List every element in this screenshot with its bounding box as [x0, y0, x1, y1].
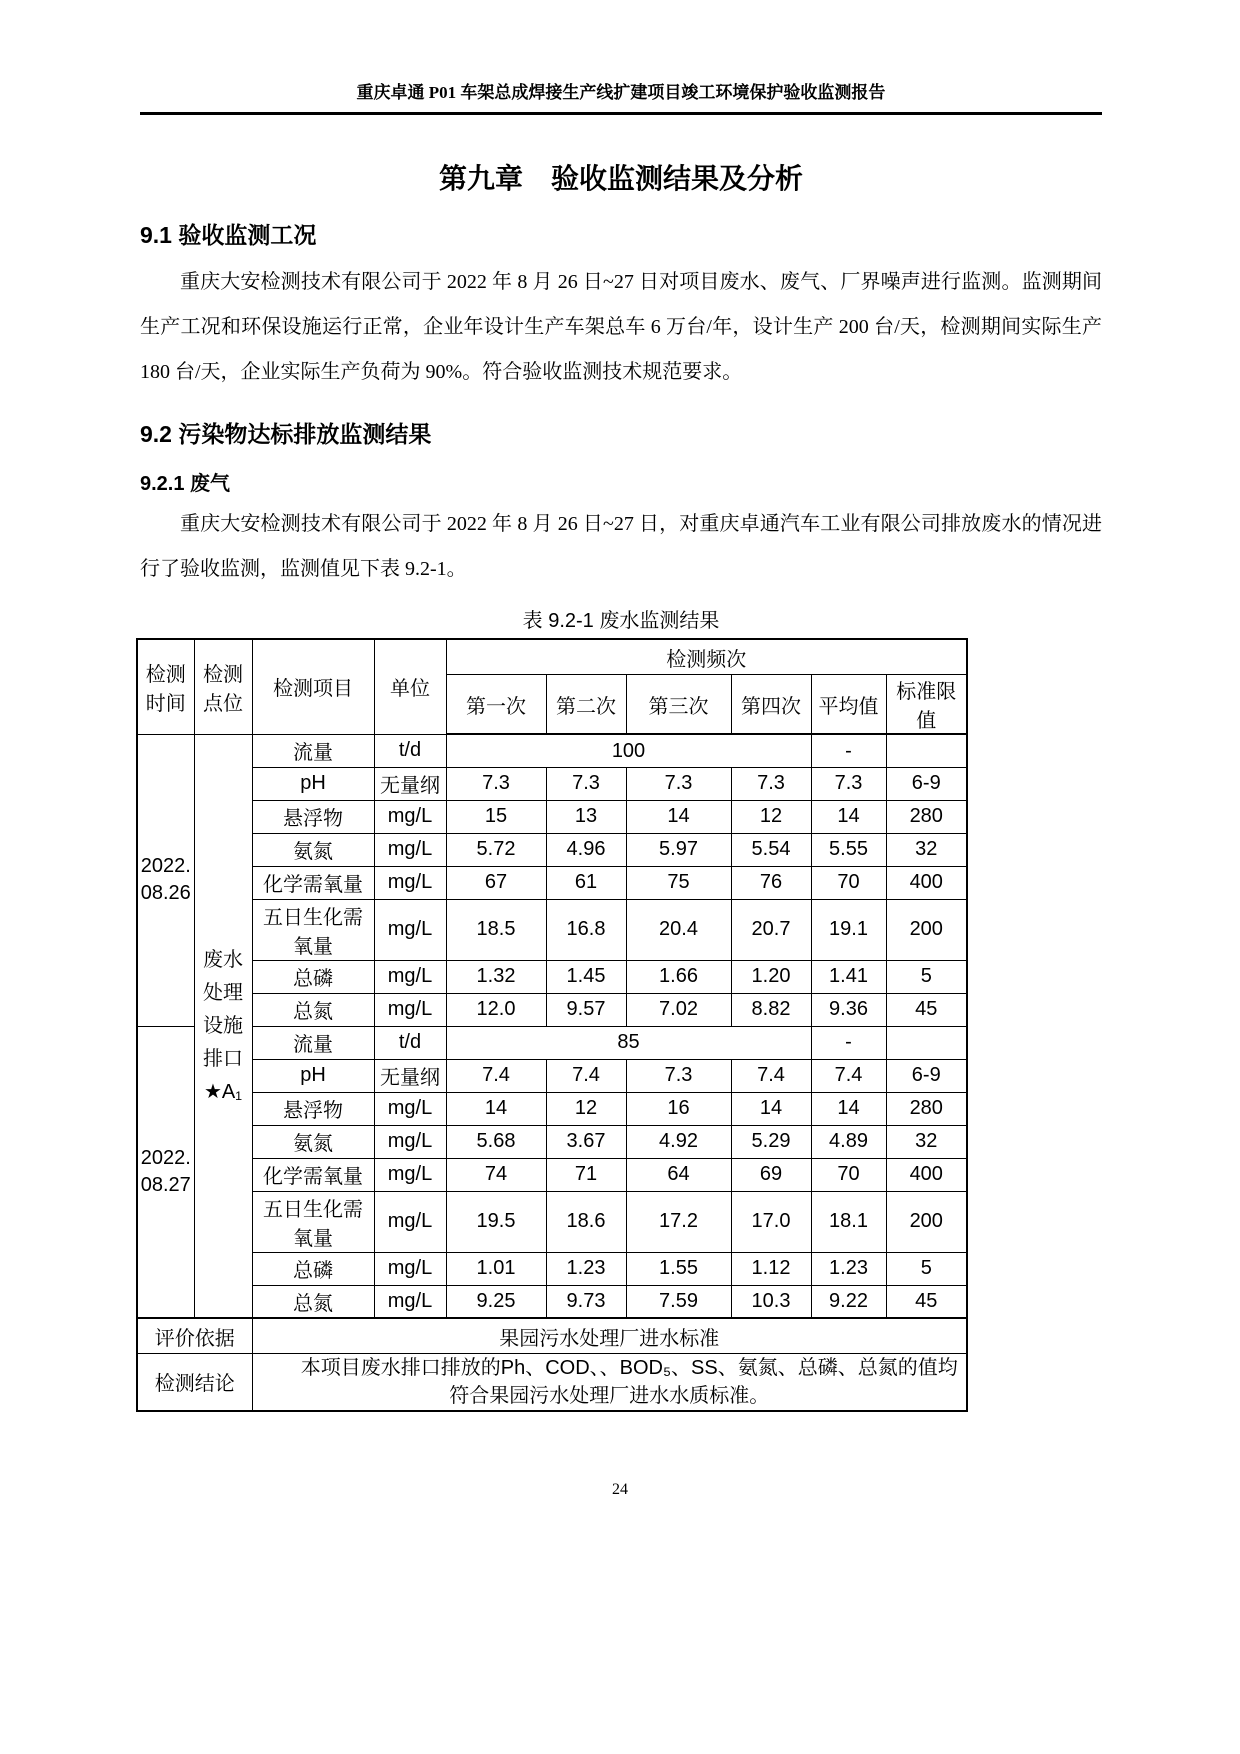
- evaluation-value: 果园污水处理厂进水标准: [252, 1318, 967, 1353]
- header-cell-run-3: 第三次: [626, 675, 731, 735]
- date-line-1: 2022.: [140, 1147, 191, 1170]
- value-cell: 9.25: [446, 1285, 546, 1318]
- value-cell: 14: [446, 1092, 546, 1125]
- param-cell: 五日生化需氧量: [252, 1191, 374, 1252]
- value-cell: 9.36: [811, 993, 886, 1026]
- value-cell: 67: [446, 866, 546, 899]
- param-cell: 悬浮物: [252, 800, 374, 833]
- value-cell: 7.3: [546, 767, 626, 800]
- limit-cell: 6-9: [886, 767, 967, 800]
- value-cell: 1.12: [731, 1252, 811, 1285]
- header-cell-average: 平均值: [811, 675, 886, 735]
- date-line-2: 08.26: [140, 882, 191, 905]
- header-cell-limit: 标准限值: [886, 675, 967, 735]
- unit-cell: t/d: [374, 734, 446, 767]
- param-cell: 总氮: [252, 1285, 374, 1318]
- header-cell-run-1: 第一次: [446, 675, 546, 735]
- value-cell: 16: [626, 1092, 731, 1125]
- unit-cell: mg/L: [374, 800, 446, 833]
- param-cell: pH: [252, 767, 374, 800]
- value-cell: 14: [731, 1092, 811, 1125]
- value-cell: 15: [446, 800, 546, 833]
- section-heading-9-2: 9.2 污染物达标排放监测结果: [140, 420, 432, 447]
- header-cell-frequency: 检测频次: [446, 639, 967, 675]
- value-cell: 4.89: [811, 1125, 886, 1158]
- value-cell: 14: [811, 800, 886, 833]
- header-cell-item: 检测项目: [252, 639, 374, 735]
- value-cell: 1.41: [811, 960, 886, 993]
- value-cell: 14: [626, 800, 731, 833]
- value-cell: 71: [546, 1158, 626, 1191]
- unit-cell: 无量纲: [374, 1059, 446, 1092]
- unit-cell: mg/L: [374, 899, 446, 960]
- table-row: [137, 833, 967, 866]
- limit-cell: -: [811, 734, 886, 767]
- value-cell: 7.3: [446, 767, 546, 800]
- value-cell: 14: [811, 1092, 886, 1125]
- table-row-flow-day1: [137, 734, 967, 767]
- value-cell: 17.2: [626, 1191, 731, 1252]
- date-line-1: 2022.: [140, 855, 191, 878]
- paragraph-9-2-1: 重庆大安检测技术有限公司于 2022 年 8 月 26 日~27 日，对重庆卓通汽车工业有限公司排放废水的情况进行了验收监测，监测值见下表 9.2-1。: [140, 512, 1102, 580]
- value-cell: 12: [731, 800, 811, 833]
- date-cell-day2: [137, 1026, 194, 1318]
- unit-cell: t/d: [374, 1026, 446, 1059]
- limit-cell: 400: [886, 1158, 967, 1191]
- value-cell: 1.23: [811, 1252, 886, 1285]
- point-value: 废水处理设施排口★A₁: [203, 948, 243, 1103]
- value-cell: 9.73: [546, 1285, 626, 1318]
- header-cell-run-2: 第二次: [546, 675, 626, 735]
- limit-cell: 280: [886, 1092, 967, 1125]
- page-number: 24: [612, 1481, 628, 1498]
- date-cell-day1: [137, 734, 194, 1026]
- unit-cell: mg/L: [374, 866, 446, 899]
- param-cell: pH: [252, 1059, 374, 1092]
- unit-cell: mg/L: [374, 1285, 446, 1318]
- value-cell: 1.66: [626, 960, 731, 993]
- header-cell-time: 检测时间: [137, 639, 194, 735]
- value-cell: 70: [811, 1158, 886, 1191]
- chapter-title: 第九章 验收监测结果及分析: [438, 163, 803, 194]
- conclusion-value: 本项目废水排口排放的Ph、COD、、BOD₅、SS、氨氮、总磷、总氮的值均符合果园污水处理厂进水水质标准。: [252, 1353, 967, 1411]
- param-cell: 总磷: [252, 1252, 374, 1285]
- param-cell: 总磷: [252, 960, 374, 993]
- value-cell: 100: [446, 734, 811, 767]
- limit-cell: 6-9: [886, 1059, 967, 1092]
- header-cell-run-4: 第四次: [731, 675, 811, 735]
- value-cell: 5.72: [446, 833, 546, 866]
- value-cell: 1.32: [446, 960, 546, 993]
- table-row: [137, 1191, 967, 1252]
- limit-cell: 5: [886, 1252, 967, 1285]
- param-cell: 氨氮: [252, 1125, 374, 1158]
- wastewater-monitoring-table: [136, 638, 968, 1412]
- value-cell: 74: [446, 1158, 546, 1191]
- table-row: [137, 866, 967, 899]
- unit-cell: mg/L: [374, 1125, 446, 1158]
- value-cell: 7.4: [731, 1059, 811, 1092]
- param-cell: 化学需氧量: [252, 866, 374, 899]
- param-cell: 五日生化需氧量: [252, 899, 374, 960]
- value-cell: 7.3: [731, 767, 811, 800]
- value-cell: 16.8: [546, 899, 626, 960]
- value-cell: 5.54: [731, 833, 811, 866]
- table-row: [137, 1252, 967, 1285]
- value-cell: 7.59: [626, 1285, 731, 1318]
- unit-cell: mg/L: [374, 960, 446, 993]
- value-cell: 20.4: [626, 899, 731, 960]
- table-header-row-1: [137, 639, 967, 675]
- limit-cell: 280: [886, 800, 967, 833]
- value-cell: 5.29: [731, 1125, 811, 1158]
- value-cell: 17.0: [731, 1191, 811, 1252]
- limit-cell: 32: [886, 1125, 967, 1158]
- param-cell: 化学需氧量: [252, 1158, 374, 1191]
- point-cell: [194, 734, 252, 1318]
- value-cell: 70: [811, 866, 886, 899]
- header-cell-unit: 单位: [374, 639, 446, 735]
- date-line-2: 08.27: [140, 1174, 191, 1197]
- unit-cell: mg/L: [374, 1191, 446, 1252]
- param-cell: 氨氮: [252, 833, 374, 866]
- value-cell: 75: [626, 866, 731, 899]
- limit-cell: 32: [886, 833, 967, 866]
- value-cell: 4.92: [626, 1125, 731, 1158]
- value-cell: 8.82: [731, 993, 811, 1026]
- value-cell: 7.4: [546, 1059, 626, 1092]
- table-row: [137, 993, 967, 1026]
- conclusion-label: 检测结论: [137, 1353, 252, 1411]
- table-row: [137, 899, 967, 960]
- value-cell: 7.3: [811, 767, 886, 800]
- value-cell: 20.7: [731, 899, 811, 960]
- section-heading-9-1: 9.1 验收监测工况: [140, 222, 317, 248]
- value-cell: 4.96: [546, 833, 626, 866]
- value-cell: 12.0: [446, 993, 546, 1026]
- unit-cell: 无量纲: [374, 767, 446, 800]
- param-cell: 流量: [252, 1026, 374, 1059]
- value-cell: 64: [626, 1158, 731, 1191]
- table-row: [137, 767, 967, 800]
- param-cell: 总氮: [252, 993, 374, 1026]
- value-cell: 7.4: [811, 1059, 886, 1092]
- value-cell: 5.55: [811, 833, 886, 866]
- value-cell: 1.55: [626, 1252, 731, 1285]
- value-cell: 1.20: [731, 960, 811, 993]
- unit-cell: mg/L: [374, 1252, 446, 1285]
- value-cell: 1.23: [546, 1252, 626, 1285]
- value-cell: 69: [731, 1158, 811, 1191]
- unit-cell: mg/L: [374, 993, 446, 1026]
- conclusion-row: [137, 1353, 967, 1411]
- limit-cell: 45: [886, 1285, 967, 1318]
- table-row: [137, 1158, 967, 1191]
- value-cell: 18.5: [446, 899, 546, 960]
- value-cell: 5.68: [446, 1125, 546, 1158]
- value-cell: 18.6: [546, 1191, 626, 1252]
- paragraph-9-1: 重庆大安检测技术有限公司于 2022 年 8 月 26 日~27 日对项目废水、废气、厂界噪声进行监测。监测期间生产工况和环保设施运行正常，企业年设计生产车架总车 6 万台/年，设计生产 200 台/天，检测期间实际生产 180 台/天，企业实际生产负荷为 90%。符合验收监测技术规范要求。: [140, 271, 1102, 384]
- value-cell: 85: [446, 1026, 811, 1059]
- limit-cell: 200: [886, 1191, 967, 1252]
- value-cell: 7.3: [626, 767, 731, 800]
- value-cell: 19.1: [811, 899, 886, 960]
- table-row: [137, 1125, 967, 1158]
- limit-cell: 400: [886, 866, 967, 899]
- limit-cell: 45: [886, 993, 967, 1026]
- evaluation-row: [137, 1318, 967, 1353]
- param-cell: 流量: [252, 734, 374, 767]
- value-cell: 1.45: [546, 960, 626, 993]
- unit-cell: mg/L: [374, 1158, 446, 1191]
- table-title: 表 9.2-1 废水监测结果: [522, 609, 720, 632]
- value-cell: 7.4: [446, 1059, 546, 1092]
- table-row: [137, 1285, 967, 1318]
- value-cell: 61: [546, 866, 626, 899]
- table-row-flow-day2: [137, 1026, 967, 1059]
- limit-cell: 200: [886, 899, 967, 960]
- value-cell: 7.3: [626, 1059, 731, 1092]
- value-cell: 7.02: [626, 993, 731, 1026]
- header-cell-point: 检测点位: [194, 639, 252, 735]
- table-row: [137, 1059, 967, 1092]
- value-cell: 9.57: [546, 993, 626, 1026]
- value-cell: 12: [546, 1092, 626, 1125]
- value-cell: 19.5: [446, 1191, 546, 1252]
- value-cell: 10.3: [731, 1285, 811, 1318]
- value-cell: 13: [546, 800, 626, 833]
- evaluation-label: 评价依据: [137, 1318, 252, 1353]
- subsection-heading-9-2-1: 9.2.1 废气: [140, 472, 231, 495]
- param-cell: 悬浮物: [252, 1092, 374, 1125]
- table-row: [137, 800, 967, 833]
- value-cell: 18.1: [811, 1191, 886, 1252]
- value-cell: 9.22: [811, 1285, 886, 1318]
- table-row: [137, 1092, 967, 1125]
- unit-cell: mg/L: [374, 833, 446, 866]
- value-cell: 3.67: [546, 1125, 626, 1158]
- document-header: 重庆卓通 P01 车架总成焊接生产线扩建项目竣工环境保护验收监测报告: [140, 78, 1102, 115]
- limit-cell: 5: [886, 960, 967, 993]
- table-row: [137, 960, 967, 993]
- unit-cell: mg/L: [374, 1092, 446, 1125]
- limit-cell: -: [811, 1026, 886, 1059]
- value-cell: 5.97: [626, 833, 731, 866]
- value-cell: 1.01: [446, 1252, 546, 1285]
- value-cell: 76: [731, 866, 811, 899]
